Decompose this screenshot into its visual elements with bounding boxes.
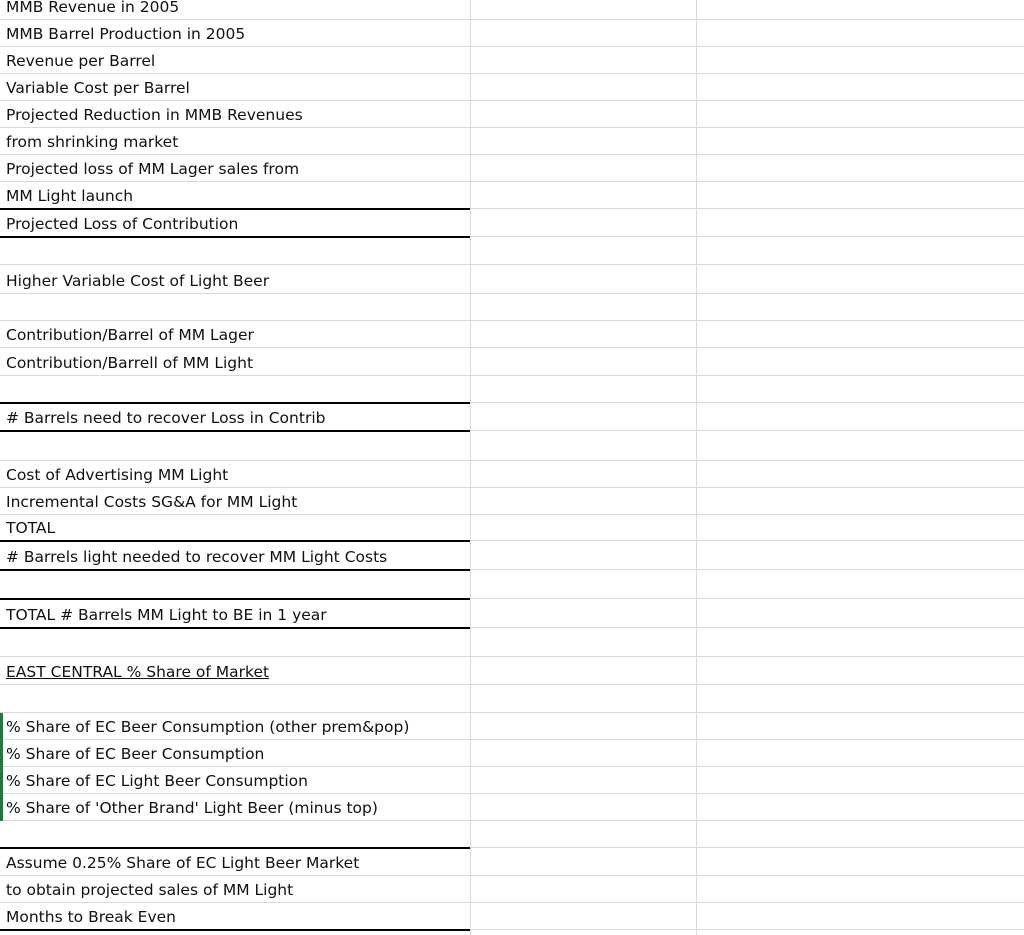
sheet-row[interactable] [0,237,1024,265]
sheet-row[interactable] [0,376,1024,403]
sheet-row[interactable] [0,101,1024,128]
cell-a[interactable]: % Share of EC Light Beer Consumption [6,772,308,790]
sheet-row[interactable] [0,903,1024,930]
thick-border [0,402,470,404]
sheet-row[interactable] [0,265,1024,294]
cell-a[interactable]: Cost of Advertising MM Light [6,466,229,484]
thick-border [0,929,470,931]
cell-a[interactable]: TOTAL # Barrels MM Light to BE in 1 year [6,606,327,624]
thick-border [0,627,470,629]
cell-a[interactable]: Months to Break Even [6,908,177,926]
sheet-row[interactable] [0,821,1024,848]
cell-a[interactable]: EAST CENTRAL % Share of Market [6,663,270,681]
cell-a[interactable]: Projected Loss of Contribution [6,215,239,233]
sheet-row[interactable] [0,599,1024,628]
cell-a[interactable]: Assume 0.25% Share of EC Light Beer Market [6,854,360,872]
sheet-row[interactable] [0,848,1024,876]
thick-border [0,598,470,600]
sheet-row[interactable] [0,348,1024,376]
sheet-row[interactable] [0,767,1024,794]
sheet-row[interactable] [0,740,1024,767]
cell-a[interactable]: MMB Revenue in 2005 [6,0,180,16]
sheet-row[interactable] [0,403,1024,431]
cell-a[interactable] [0,821,470,847]
cell-a[interactable] [0,294,470,320]
cell-a[interactable] [0,376,470,402]
sheet-row[interactable] [0,461,1024,488]
sheet-row[interactable] [0,155,1024,182]
sheet-row[interactable] [0,488,1024,515]
cell-a[interactable] [0,685,470,712]
cell-a[interactable]: % Share of EC Beer Consumption (other prem&pop) [6,718,410,736]
thick-border [0,208,470,210]
sheet-row[interactable] [0,47,1024,74]
sheet-row[interactable] [0,657,1024,685]
cell-a[interactable]: Contribution/Barrel of MM Lager [6,326,254,344]
cell-a[interactable]: Projected Reduction in MMB Revenues [6,106,303,124]
sheet-row[interactable] [0,541,1024,570]
sheet-row[interactable] [0,685,1024,713]
sheet-row[interactable] [0,0,1024,20]
sheet-row[interactable] [0,209,1024,237]
sheet-row[interactable] [0,128,1024,155]
sheet-row[interactable] [0,713,1024,740]
sheet-row[interactable] [0,20,1024,47]
cell-a[interactable]: # Barrels light needed to recover MM Light Costs [6,548,388,566]
cell-a[interactable] [0,237,470,264]
cell-a[interactable]: MMB Barrel Production in 2005 [6,25,246,43]
cell-a[interactable]: % Share of 'Other Brand' Light Beer (minus top) [6,799,378,817]
cell-a[interactable]: Incremental Costs SG&A for MM Light [6,493,298,511]
thick-border [0,430,470,432]
cell-a[interactable] [0,431,470,460]
cell-a[interactable] [0,628,470,656]
cell-a[interactable]: MM Light launch [6,187,134,205]
cell-a[interactable]: Revenue per Barrel [6,52,156,70]
sheet-row[interactable] [0,570,1024,599]
sheet-row[interactable] [0,628,1024,657]
sheet-row[interactable] [0,182,1024,209]
thick-border [0,540,470,542]
sheet-row[interactable] [0,515,1024,541]
sheet-row[interactable] [0,74,1024,101]
sheet-row[interactable] [0,321,1024,348]
sheet-row[interactable] [0,794,1024,821]
selection-edge [0,713,3,821]
thick-border [0,847,470,849]
cell-a[interactable]: Contribution/Barrell of MM Light [6,354,254,372]
cell-a[interactable]: from shrinking market [6,133,179,151]
thick-border [0,236,470,238]
cell-a[interactable]: Higher Variable Cost of Light Beer [6,272,270,290]
cell-a[interactable]: TOTAL [6,519,56,537]
cell-a[interactable]: Projected loss of MM Lager sales from [6,160,300,178]
cell-a[interactable]: to obtain projected sales of MM Light [6,881,294,899]
thick-border [0,569,470,571]
cell-a[interactable]: Variable Cost per Barrel [6,79,190,97]
sheet-row[interactable] [0,431,1024,461]
sheet-row[interactable] [0,294,1024,321]
cell-a[interactable] [0,570,470,598]
sheet-row[interactable] [0,876,1024,903]
cell-a[interactable]: % Share of EC Beer Consumption [6,745,265,763]
cell-a[interactable]: # Barrels need to recover Loss in Contrib [6,409,326,427]
